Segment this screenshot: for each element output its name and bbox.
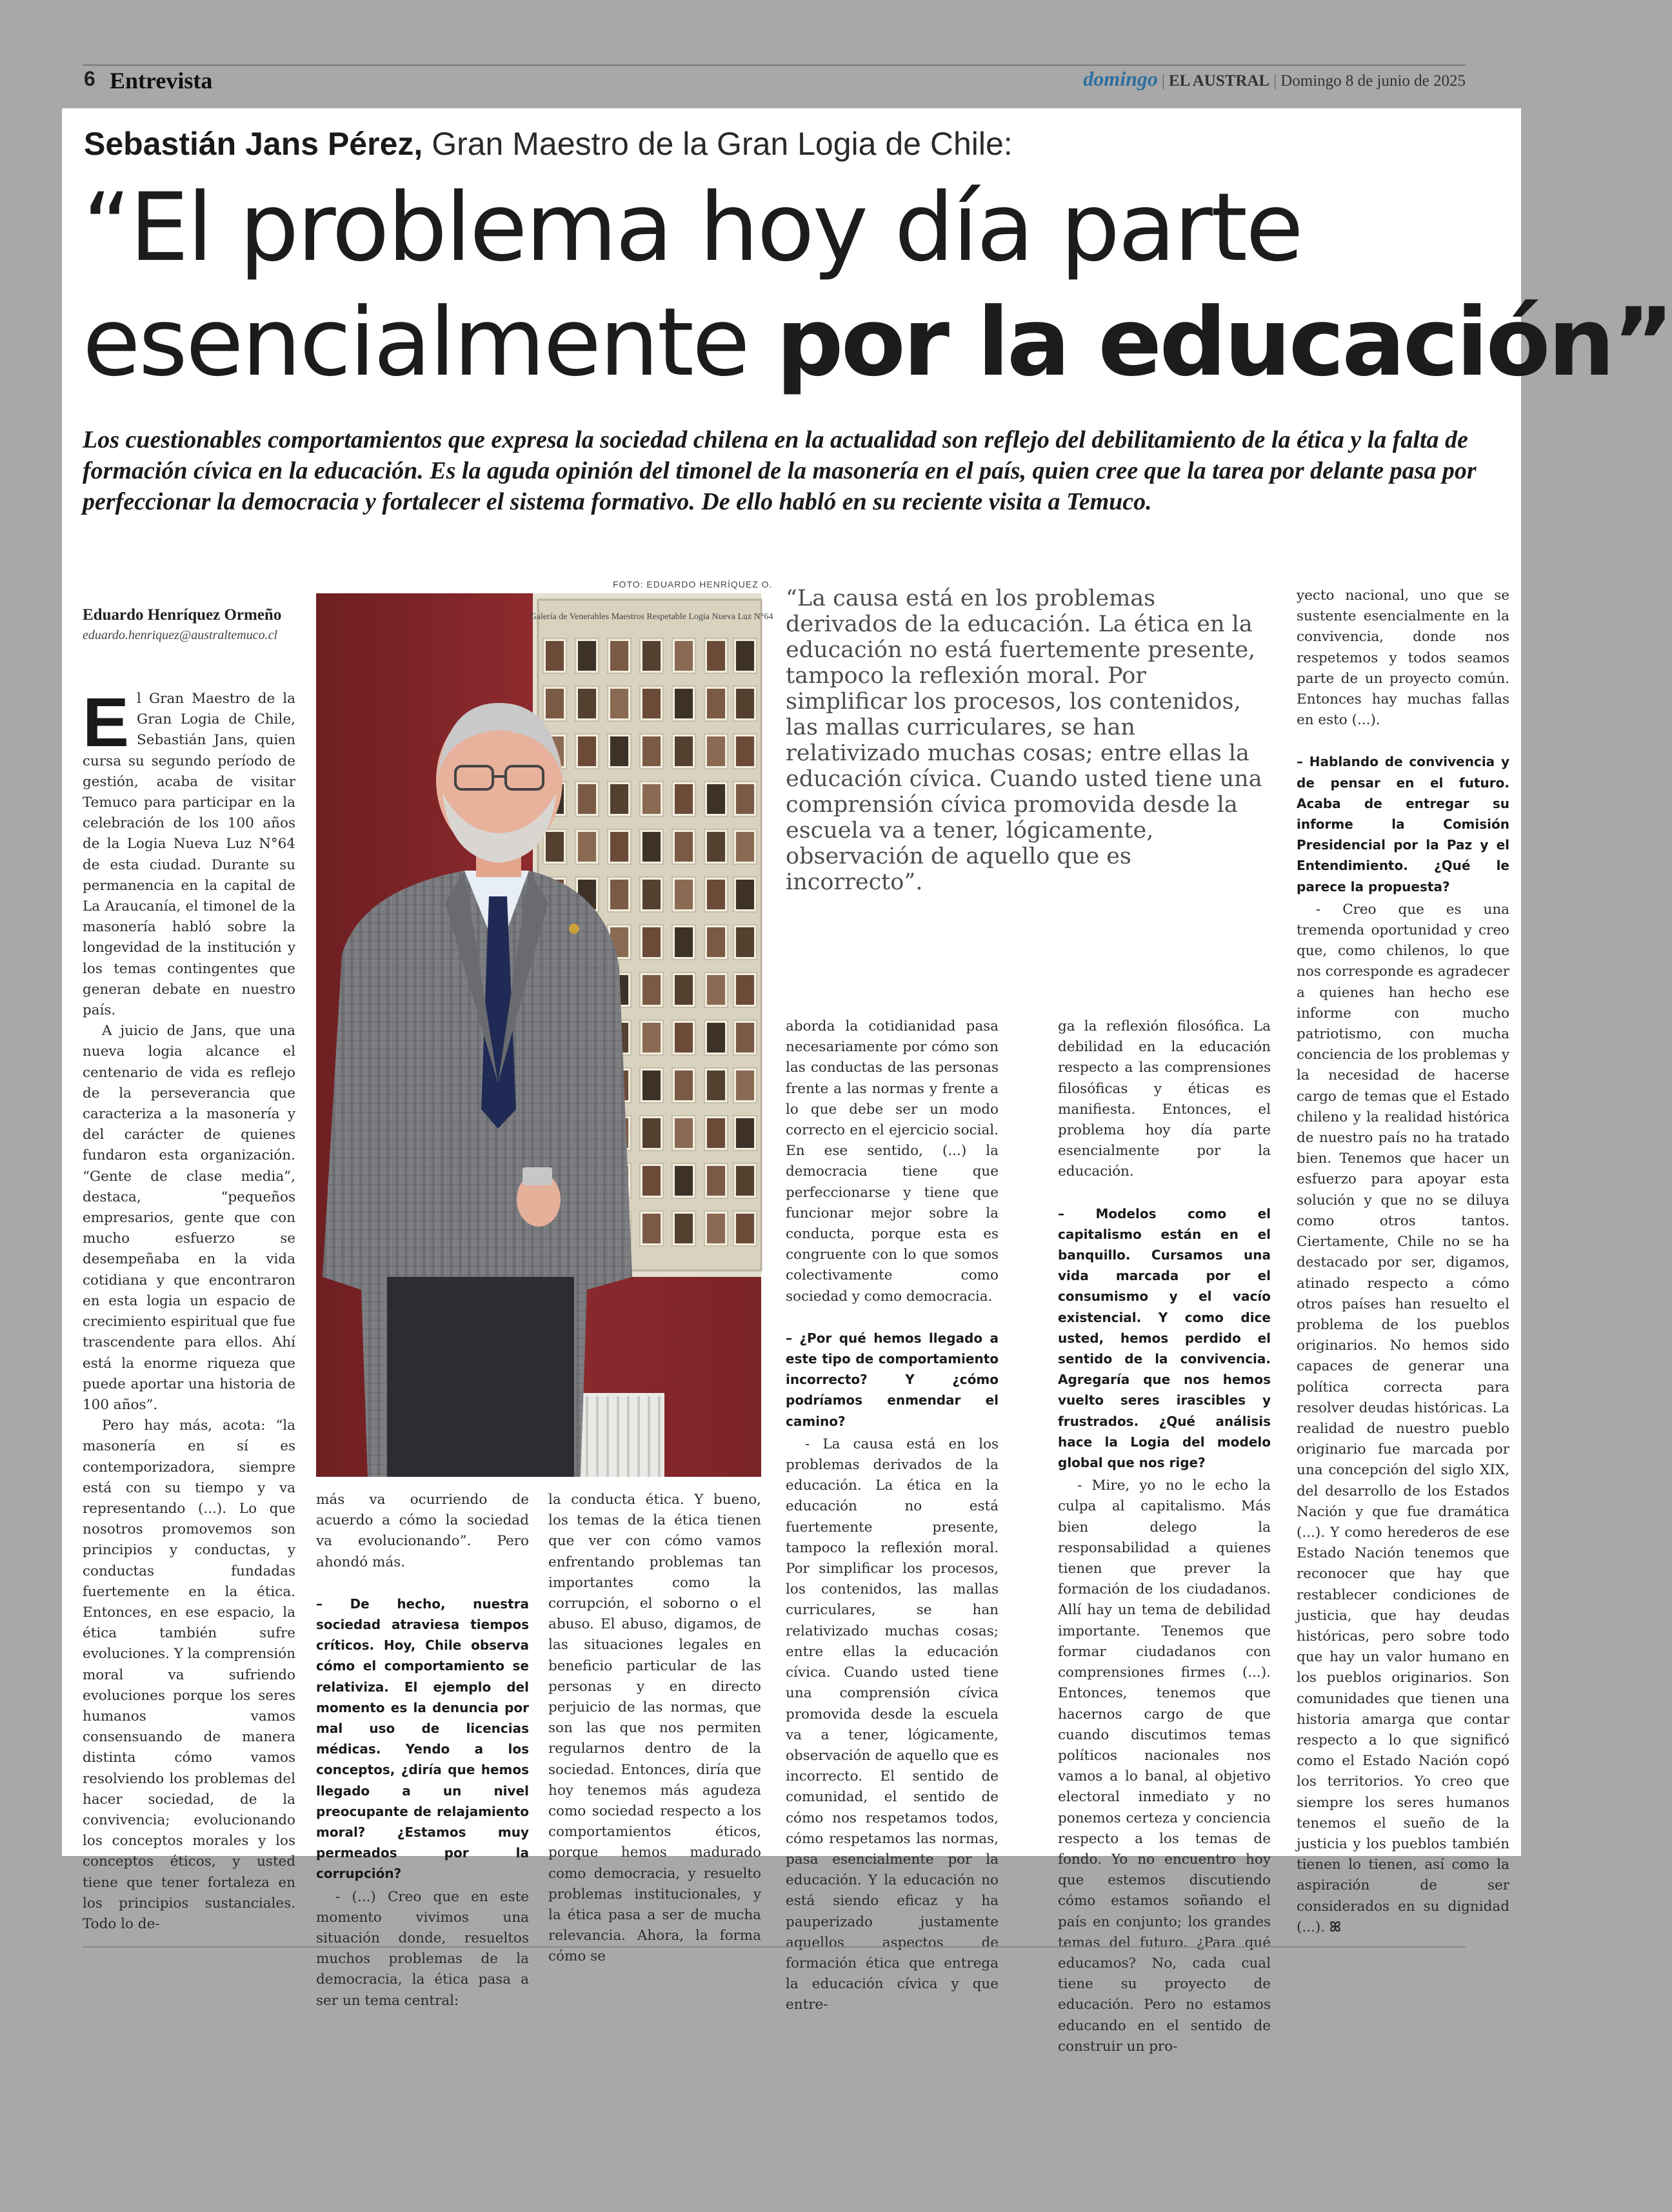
separator: | xyxy=(1161,72,1165,90)
portrait-photo xyxy=(675,880,693,909)
lead-paragraph: Los cuestionables comportamientos que expresa la sociedad chilena en la actualidad son reflejo del debilitamiento de la ética y la falta de formación cívica en la educación. Es la aguda opinión del timonel de la masonería en el país, quien cree que la tarea por delante pasa por perfeccionar la democracia y fortalecer el sistema formativo. De ello habló en su reciente visita a Temuco. xyxy=(83,426,1477,515)
portrait-photo xyxy=(707,1214,725,1243)
portrait-photo xyxy=(736,1071,754,1100)
portrait-photo xyxy=(642,641,661,671)
paragraph: Pero hay más, acota: “la masonería en sí es contemporizadora, siempre está con su tiempo y va representando (...). Lo que nosotros promovemos son principios y conductas, y conductas fundadas fuertemente en la ética. Entonces, en ese espacio, la ética también sufre evoluciones. Y la comprensión moral va sufriendo evoluciones porque los seres humanos vamos consensuando de manera distinta cómo vamos resolviendo los problemas del hacer sociedad, de la convivencia; evolucionando los conceptos morales y los conceptos éticos, y usted tiene que tener fortaleza en los principios sustanciales. Todo lo de- xyxy=(83,1417,295,1932)
newspaper-name: EL AUSTRAL xyxy=(1168,72,1270,90)
article-column-5 xyxy=(1058,1016,1271,2057)
portrait-photo xyxy=(736,1214,754,1243)
interview-question: – Hablando de convivencia y de pensar en el futuro. Acaba de entregar su informe la Comisión Presidencial por la Paz y el Entendimiento. ¿Qué le parece la propuesta? xyxy=(1297,754,1509,894)
portrait-photo xyxy=(642,1071,661,1100)
portrait-photo xyxy=(675,736,693,766)
kicker xyxy=(84,125,1503,163)
headline-light: esencialmente xyxy=(83,288,777,397)
portrait-photo xyxy=(610,784,628,814)
kicker-role: Gran Maestro de la Gran Logia de Chile: xyxy=(432,126,1013,162)
kicker-name: Sebastián Jans Pérez, xyxy=(84,126,423,162)
portrait-photo xyxy=(707,1071,725,1100)
portrait-photo xyxy=(642,784,661,814)
portrait-photo xyxy=(642,975,661,1005)
pull-quote: “La causa está en los problemas derivados de la educación. La ética en la educación no está fuertemente presente, tampoco la reflexión moral. Por simplificar los procesos, los contenidos, las mallas curriculares, se han relativizado muchas cosas; entre ellas la educación cívica. Cuando usted tiene una comprensión cívica promovida desde la escuela va a tener, lógicamente, observación de aquello que es incorrecto”. xyxy=(786,586,1262,895)
article-column-1 xyxy=(83,683,295,1935)
portrait-photo xyxy=(578,832,596,862)
portrait-photo xyxy=(707,1023,725,1052)
newspaper-page xyxy=(62,108,1672,2055)
portrait-photo xyxy=(707,784,725,814)
portrait-photo xyxy=(642,689,661,718)
headline-line-2 xyxy=(83,288,1672,397)
interview-question: – De hecho, nuestra sociedad atraviesa tiempos críticos. Hoy, Chile observa cómo el comportamiento se relativiza. El ejemplo del momento es la denuncia por mal uso de licencias médicas. Yendo a los conceptos, ¿diría que hemos llegado a un nivel preocupante de relajamiento moral? ¿Estamos muy permeados por la corrupción? xyxy=(316,1595,529,1882)
portrait-photo xyxy=(707,880,725,909)
separator: | xyxy=(1273,72,1277,90)
portrait-photo xyxy=(642,880,661,909)
portrait-photo xyxy=(736,1166,754,1196)
portrait-photo xyxy=(736,689,754,718)
paragraph: aborda la cotidianidad pasa necesariamente por cómo son las conductas de las personas frente a las normas y frente a lo que debe ser un modo correcto en el ejercicio social. En ese sentido, (...) la democracia tiene que perfeccionarse y tiene que funcionar mejor sobre la conducta, porque esta es congruente con lo que somos colectivamente como sociedad y como democracia. xyxy=(786,1018,999,1305)
intro-text: l Gran Maestro de la Gran Logia de Chile, Sebastián Jans, quien cursa su segundo período de gestión, acaba de visitar Temuco para participar en la celebración de los 100 años de la Logia Nueva Luz N°64 de esta ciudad. Durante su permanencia en la capital de La Araucanía, el timonel de la masonería habló sobre la longevidad de la institución y los temas contingentes que generan debate en nuestro país. xyxy=(83,691,295,1019)
article-column-6 xyxy=(1297,586,1509,1938)
bottom-rule xyxy=(83,1946,1466,1948)
byline-email: eduardo.henriquez@australtemuco.cl xyxy=(83,628,278,642)
gallery-frame-title: Galería de Venerables Maestros Respetable Logia Nueva Luz N°64 xyxy=(530,612,773,622)
portrait-photo xyxy=(642,832,661,862)
portrait-photo xyxy=(642,1214,661,1243)
page-header xyxy=(83,66,1466,94)
portrait-photo xyxy=(578,689,596,718)
article-column-4 xyxy=(786,1016,999,2016)
byline-author: Eduardo Henríquez Ormeño xyxy=(83,606,282,624)
paragraph-intro xyxy=(83,683,295,1021)
portrait-photo xyxy=(736,784,754,814)
portrait-photo xyxy=(610,832,628,862)
portrait-photo xyxy=(675,1071,693,1100)
portrait-photo xyxy=(610,641,628,671)
end-mark-icon: ꕤ xyxy=(1329,1919,1341,1935)
portrait-photo xyxy=(707,832,725,862)
portrait-photo xyxy=(642,1118,661,1148)
portrait-photo xyxy=(675,1214,693,1243)
paragraph: la conducta ética. Y bueno, los temas de la ética tienen que ver con cómo vamos enfrentando problemas tan importantes como la corrupción, el soborno o el abuso. El abuso, digamos, de las situaciones legales en beneficio particular de las personas y en directo perjuicio de las normas, que son las que nos permiten regularnos dentro de la sociedad. Entonces, diría que hoy tenemos más agudeza como sociedad respecto a los comportamientos éticos, porque hemos madurado como democracia, y resuelto problemas institucionales, y la ética pasa a ser de mucha relevancia. Ahora, la forma cómo se xyxy=(548,1492,761,1965)
portrait-photo xyxy=(736,736,754,766)
portrait-photo xyxy=(707,975,725,1005)
paragraph: ga la reflexión filosófica. La debilidad en la educación respecto a las comprensiones filosóficas y éticas es manifiesta. Entonces, el problema hoy día parte esencialmente por la educación. xyxy=(1058,1018,1271,1180)
paragraph: - (...) Creo que en este momento vivimos una situación donde, resueltos muchos problemas de la democracia, la ética pasa a ser un tema central: xyxy=(316,1888,529,2009)
photo-illustration xyxy=(316,593,773,1477)
portrait-photo xyxy=(707,927,725,957)
portrait-photo xyxy=(546,641,564,671)
photo-credit: FOTO: EDUARDO HENRÍQUEZ O. xyxy=(613,579,773,589)
paragraph: yecto nacional, uno que se sustente esencialmente en la convivencia, donde nos respetemos y todos seamos parte de un proyecto común. Entonces hay muchas fallas en esto (...). xyxy=(1297,588,1509,729)
portrait-photo xyxy=(642,1023,661,1052)
paragraph: - La causa está en los problemas derivados de la educación. La ética en la educación no está fuertemente presente, tampoco la reflexión moral. Por simplificar los procesos, los contenidos, las mallas curriculares, se han relativizado muchas cosas; entre ellas la educación cívica. Cuando usted tiene una comprensión cívica promovida desde la escuela va a tener, lógicamente, observación de aquello que es incorrecto. El sentido de comunidad, el sentido de cómo nos respetamos todos, cómo respetamos las normas, pasa esencialmente por la educación. Y la educación no está siendo eficaz y ha pauperizado justamente aquellos aspectos de formación ética que entrega la educación cívica y que entre- xyxy=(786,1436,999,2013)
paragraph-final xyxy=(1297,900,1509,1938)
drop-cap: E xyxy=(83,683,130,761)
portrait-photo xyxy=(707,641,725,671)
interview-question: – Modelos como el capitalismo están en el banquillo. Cursamos una vida marcada por el consumismo y el vacío existencial. Y como dice usted, hemos perdido el sentido de la convivencia. Agregaría que nos hemos vuelto seres irascibles y frustrados. ¿Qué análisis hace la Logia del modelo global que nos rige? xyxy=(1058,1205,1271,1471)
paragraph: - Mire, yo no le echo la culpa al capitalismo. Más bien delego la responsabilidad a quienes tienen que prever la formación de los ciudadanos. Allí hay un tema de debilidad importante. Tenemos que formar ciudadanos con comprensiones firmes (...). Entonces, tenemos que hacernos cargo de que cuando discutimos temas políticos nacionales nos vamos a lo banal, al objetivo electoral inmediato y no ponemos certeza y conciencia respecto a los temas de fondo. Yo no encuentro hoy que estemos discutiendo cómo estamos soñando el país en conjunto; los grandes temas del futuro. ¿Para qué educamos? No, cada cual tiene su proyecto de educación. Pero no estamos educando en el sentido de construir un pro- xyxy=(1058,1477,1271,2055)
portrait-photo xyxy=(642,1166,661,1196)
portrait-photo xyxy=(578,641,596,671)
portrait-photo xyxy=(736,927,754,957)
paragraph: más va ocurriendo de acuerdo a cómo la sociedad va evolucionando”. Pero ahondó más. xyxy=(316,1492,529,1570)
article-column-3 xyxy=(548,1490,761,1968)
portrait-photo xyxy=(675,975,693,1005)
portrait-photo xyxy=(578,784,596,814)
portrait-photo xyxy=(707,689,725,718)
portrait-photo xyxy=(675,784,693,814)
portrait-photo xyxy=(675,1166,693,1196)
final-text: - Creo que es una tremenda oportunidad y creo que, como chilenos, lo que nos corresponde es agradecer a quienes han hecho ese informe con mucho patriotismo, con mucha conciencia de los problemas y la necesidad de hacerse cargo de temas que el Estado chileno y la realidad histórica de nuestro país no ha tratado bien. Tenemos que hacer un esfuerzo para apoyar esta solución y que no se diluya como otros tantos. Ciertamente, Chile no se ha destacado por ser, digamos, atinado respecto a cómo otros países han resuelto el problema de los pueblos originarios. No hemos sido capaces de generar una política correcta para resolver deudas históricas. La realidad de nuestro pueblo originario fue marcada por una concepción del siglo XIX, del desarrollo de los Estados Nación y que fue dramática (...). Y como herederos de ese Estado Nación tenemos que reconocer que hay que restablecer condiciones de justicia, que hay deudas históricas, pero sobre todo que hay un valor humano en los pueblos originarios. Son comunidades que tienen una historia amarga que contar respecto a lo que significó como el Estado Nación copó los territorios. Yo creo que siempre los seres humanos tenemos el sueño de la justicia y los pueblos también tienen lo tienen, así como la aspiración de ser considerados en su dignidad (...). xyxy=(1297,901,1509,1935)
supplement-name: domingo xyxy=(1083,67,1158,90)
portrait-photo xyxy=(642,927,661,957)
portrait-photo xyxy=(546,832,564,862)
headline-line-1: “El problema hoy día parte xyxy=(83,173,1302,282)
portrait-photo xyxy=(736,880,754,909)
portrait-photo xyxy=(736,1023,754,1052)
article-column-2 xyxy=(316,1490,529,2011)
interview-question: – ¿Por qué hemos llegado a este tipo de comportamiento incorrecto? Y ¿cómo podríamos enmendar el camino? xyxy=(786,1330,999,1429)
portrait-photo xyxy=(707,1118,725,1148)
portrait-photo xyxy=(675,1118,693,1148)
page-number: 6 xyxy=(84,67,95,90)
portrait-photo xyxy=(610,880,628,909)
portrait-photo xyxy=(675,832,693,862)
portrait-photo xyxy=(546,689,564,718)
portrait-photo xyxy=(675,1023,693,1052)
portrait-photo xyxy=(610,689,628,718)
headline-bold: por la educación” xyxy=(776,288,1672,397)
paragraph: A juicio de Jans, que una nueva logia alcance el centenario de vida es reflejo de la perseverancia que caracteriza a la masonería y del carácter de quienes fundaron esta organización. “Gente de clase media”, destaca, “pequeños empresarios, gente que con mucho esfuerzo se desempeñaba en la vida cotidiana y que encontraron en esta logia un espacio de crecimiento espiritual que fue trascendente para ellos. Ahí está la enorme riqueza que puede aportar una historia de 100 años”. xyxy=(83,1023,295,1413)
portrait-photo xyxy=(736,975,754,1005)
portrait-photo xyxy=(675,641,693,671)
portrait-photo xyxy=(707,1166,725,1196)
interview-photo xyxy=(316,593,773,1477)
portrait-photo xyxy=(675,927,693,957)
section-name: Entrevista xyxy=(110,68,213,94)
portrait-photo xyxy=(675,689,693,718)
portrait-photo xyxy=(736,641,754,671)
issue-date: Domingo 8 de junio de 2025 xyxy=(1280,72,1466,90)
portrait-photo xyxy=(610,736,628,766)
portrait-photo xyxy=(736,832,754,862)
portrait-photo xyxy=(707,736,725,766)
portrait-photo xyxy=(642,736,661,766)
portrait-photo xyxy=(578,736,596,766)
portrait-photo xyxy=(736,1118,754,1148)
header-masthead xyxy=(1083,67,1466,91)
